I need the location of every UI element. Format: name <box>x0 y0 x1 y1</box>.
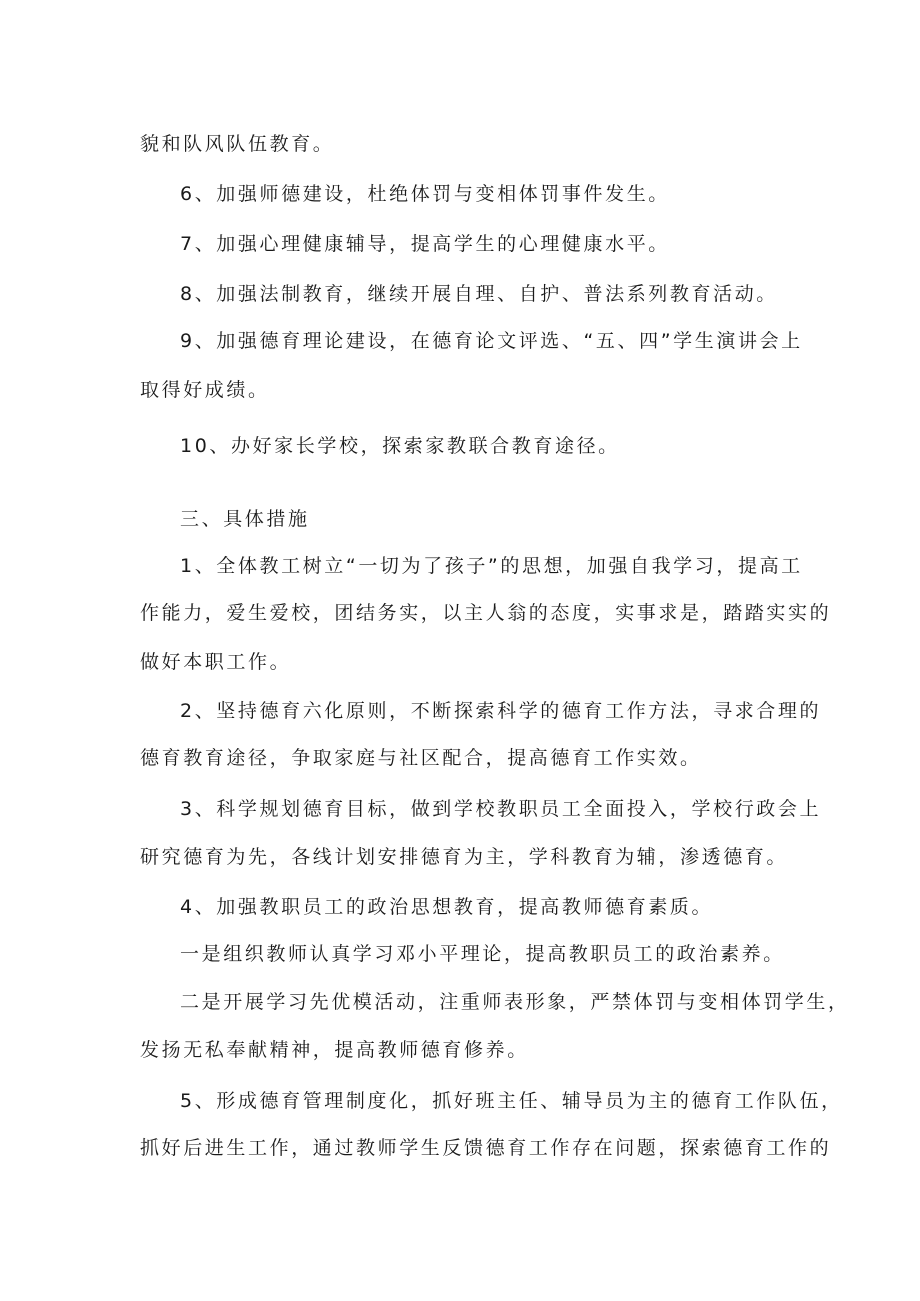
text-line: 2、坚持德育六化原则，不断探索科学的德育工作方法，寻求合理的 <box>180 700 822 722</box>
text-line: 取得好成绩。 <box>140 379 270 401</box>
text-line: 发扬无私奉献精神，提高教师德育修养。 <box>140 1039 529 1061</box>
text-line: 3、科学规划德育目标，做到学校教职员工全面投入，学校行政会上 <box>180 798 822 820</box>
text-line: 作能力，爱生爱校，团结务实，以主人翁的态度，实事求是，踏踏实实的 <box>140 602 832 624</box>
text-line: 二是开展学习先优模活动，注重师表形象，严禁体罚与变相体罚学生， <box>180 991 850 1013</box>
text-line: 4、加强教职员工的政治思想教育，提高教师德育素质。 <box>180 896 714 918</box>
text-line: 貌和队风队伍教育。 <box>140 133 335 155</box>
text-line: 5、形成德育管理制度化，抓好班主任、辅导员为主的德育工作队伍， <box>180 1090 843 1112</box>
section-heading: 三、具体措施 <box>180 508 310 530</box>
text-line: 抓好后进生工作，通过教师学生反馈德育工作存在问题，探索德育工作的 <box>140 1137 832 1159</box>
text-line: 一是组织教师认真学习邓小平理论，提高教职员工的政治素养。 <box>180 943 785 965</box>
text-line: 6、加强师德建设，杜绝体罚与变相体罚事件发生。 <box>180 183 670 205</box>
text-line: 8、加强法制教育，继续开展自理、自护、普法系列教育活动。 <box>180 283 778 305</box>
text-line: 10、办好家长学校，探索家教联合教育途径。 <box>180 435 620 457</box>
text-line: 1、全体教工树立“一切为了孩子”的思想，加强自我学习，提高工 <box>180 555 803 577</box>
text-line: 做好本职工作。 <box>140 651 292 673</box>
text-line: 研究德育为先，各线计划安排德育为主，学科教育为辅，渗透德育。 <box>140 846 789 868</box>
text-line: 德育教育途径，争取家庭与社区配合，提高德育工作实效。 <box>140 747 702 769</box>
text-line: 7、加强心理健康辅导，提高学生的心理健康水平。 <box>180 233 670 255</box>
text-line: 9、加强德育理论建设，在德育论文评选、“五、四”学生演讲会上 <box>180 330 803 352</box>
